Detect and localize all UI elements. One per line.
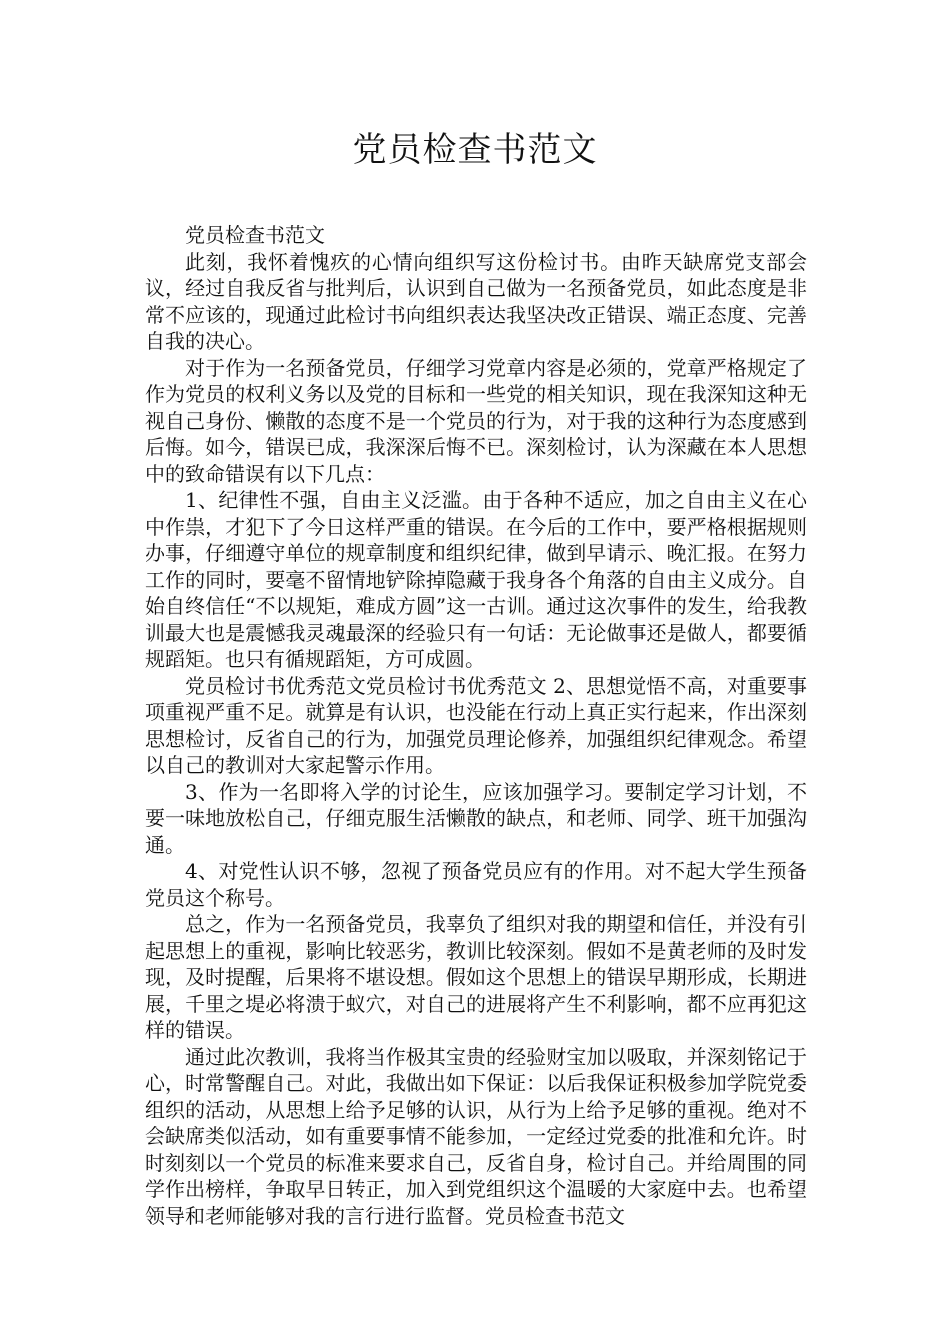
paragraph: 4、对党性认识不够，忽视了预备党员应有的作用。对不起大学生预备党员这个称号。 xyxy=(145,859,807,910)
document-body xyxy=(145,222,807,1229)
paragraph: 对于作为一名预备党员，仔细学习党章内容是必须的，党章严格规定了作为党员的权利义务以及党的目标和一些党的相关知识，现在我深知这种无视自己身份、懒散的态度不是一个党员的行为，对于我的这种行为态度感到后悔。如今，错误已成，我深深后悔不已。深刻检讨，认为深藏在本人思想中的致命错误有以下几点： xyxy=(145,355,807,486)
paragraph: 通过此次教训，我将当作极其宝贵的经验财宝加以吸取，并深刻铭记于心，时常警醒自己。对此，我做出如下保证：以后我保证积极参加学院党委组织的活动，从思想上给予足够的认识，从行为上给予足够的重视。绝对不会缺席类似活动，如有重要事情不能参加，一定经过党委的批准和允许。时时刻刻以一个党员的标准来要求自己，反省自身，检讨自己。并给周围的同学作出榜样，争取早日转正，加入到党组织这个温暖的大家庭中去。也希望领导和老师能够对我的言行进行监督。党员检查书范文 xyxy=(145,1044,807,1228)
paragraph: 3、作为一名即将入学的讨论生，应该加强学习。要制定学习计划，不要一味地放松自己，仔细克服生活懒散的缺点，和老师、同学、班干加强沟通。 xyxy=(145,779,807,857)
paragraph: 1、纪律性不强，自由主义泛滥。由于各种不适应，加之自由主义在心中作祟，才犯下了今日这样严重的错误。在今后的工作中，要严格根据规则办事，仔细遵守单位的规章制度和组织纪律，做到早请示、晚汇报。在努力工作的同时，要毫不留情地铲除掉隐藏于我身各个角落的自由主义成分。自始自终信任“不以规矩，难成方圆”这一古训。通过这次事件的发生，给我教训最大也是震憾我灵魂最深的经验只有一句话：无论做事还是做人，都要循规蹈矩。也只有循规蹈矩，方可成圆。 xyxy=(145,488,807,671)
paragraph: 党员检查书范文 xyxy=(185,223,325,247)
paragraph: 此刻，我怀着愧疚的心情向组织写这份检讨书。由昨天缺席党支部会议，经过自我反省与批判后，认识到自己做为一名预备党员，如此态度是非常不应该的，现通过此检讨书向组织表达我坚决改正错误、端正态度、完善自我的决心。 xyxy=(145,249,807,353)
paragraph: 总之，作为一名预备党员，我辜负了组织对我的期望和信任，并没有引起思想上的重视，影响比较恶劣，教训比较深刻。假如不是黄老师的及时发现，及时提醒，后果将不堪设想。假如这个思想上的错误早期形成，长期进展，千里之堤必将溃于蚁穴，对自己的进展将产生不利影响，都不应再犯这样的错误。 xyxy=(145,912,807,1042)
paragraph: 党员检讨书优秀范文党员检讨书优秀范文 2、思想觉悟不高，对重要事项重视严重不足。就算是有认识，也没能在行动上真正实行起来，作出深刻思想检讨，反省自己的行为，加强党员理论修养，加强组织纪律观念。希望以自己的教训对大家起警示作用。 xyxy=(145,673,807,777)
document-title: 党员检查书范文 xyxy=(352,130,598,170)
